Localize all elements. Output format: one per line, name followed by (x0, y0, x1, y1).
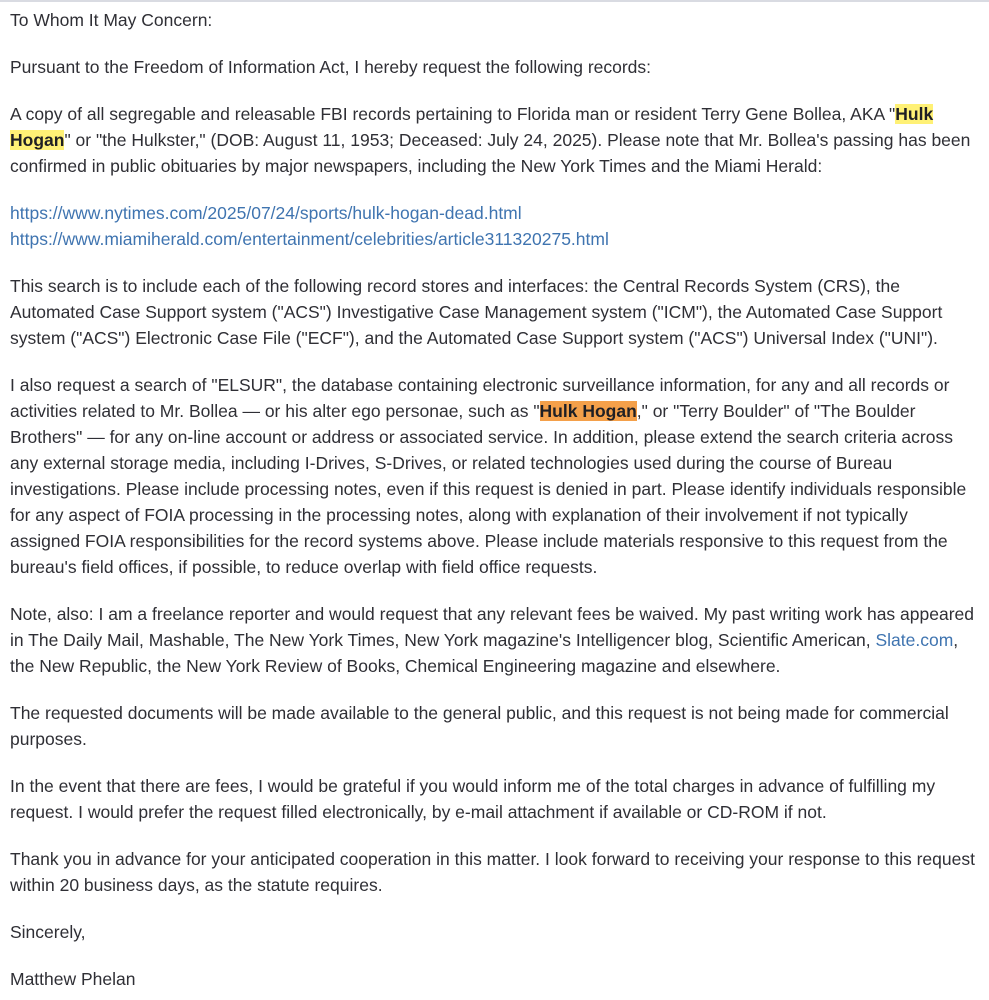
subject-text-before: A copy of all segregable and releasable FBI records pertaining to Florida man or resident Terry Gene Bollea, AKA " (10, 104, 896, 124)
intro-paragraph: Pursuant to the Freedom of Information Act, I hereby request the following records: (10, 57, 652, 77)
nytimes-obituary-link[interactable]: https://www.nytimes.com/2025/07/24/sports/hulk-hogan-dead.html (10, 203, 522, 223)
fee-waiver-text-before: Note, also: I am a freelance reporter and would request that any relevant fees be waived. My past writing work has appeared in The Daily Mail, Mashable, The New York Times, New York magazine's Intelligencer blog, Scientific American, (10, 604, 974, 650)
slate-link[interactable]: Slate.com (875, 630, 954, 650)
fee-waiver-text-after: , the New Republic, the New York Review of Books, Chemical Engineering magazine and elsewhere. (10, 630, 959, 676)
elsur-text-after: ," or "Terry Boulder" of "The Boulder Brothers" — for any on-line account or address or associated service. In addition, please extend the search criteria across any external storage media, including I-Drives, S-Drives, or related technologies used during the course of Bureau investigations. Please include processing notes, even if this request is denied in part. Please identify individuals responsible for any aspect of FOIA processing in the processing notes, along with explanation of their involvement if not typically assigned FOIA responsibilities for the record systems above. Please include materials responsive to this request from the bureau's field offices, if possible, to reduce overlap with field office requests. (10, 401, 967, 577)
closing: Sincerely, (10, 922, 86, 942)
subject-text-after: " or "the Hulkster," (DOB: August 11, 1953; Deceased: July 24, 2025). Please note that Mr. Bollea's passing has been confirmed in public obituaries by major newspapers, including the New York Times and the Miami Herald: (10, 130, 971, 176)
fee-waiver-paragraph (10, 601, 980, 679)
search-scope-paragraph: This search is to include each of the following record stores and interfaces: the Central Records System (CRS), the Automated Case Support system ("ACS") Investigative Case Management system ("ICM"), the Automated Case Support system ("ACS") Electronic Case File ("ECF"), and the Automated Case Support system ("ACS") Universal Index ("UNI"). (10, 276, 943, 348)
highlight-hulk-hogan-orange: Hulk Hogan (539, 401, 637, 421)
public-availability-paragraph: The requested documents will be made available to the general public, and this request is not being made for commercial purposes. (10, 703, 949, 749)
thanks-paragraph: Thank you in advance for your anticipated cooperation in this matter. I look forward to receiving your response to this request within 20 business days, as the statute requires. (10, 849, 975, 895)
miamiherald-obituary-link[interactable]: https://www.miamiherald.com/entertainment/celebrities/article311320275.html (10, 229, 609, 249)
highlight-hulk-hogan-yellow: Hulk Hogan (10, 104, 934, 150)
subject-paragraph (10, 101, 980, 179)
foia-request-letter (0, 2, 989, 992)
signature: Matthew Phelan (10, 969, 136, 989)
salutation: To Whom It May Concern: (10, 10, 213, 30)
elsur-paragraph (10, 372, 980, 580)
elsur-text-before: I also request a search of "ELSUR", the database containing electronic surveillance information, for any and all records or activities related to Mr. Bollea — or his alter ego personae, such as " (10, 375, 950, 421)
fees-event-paragraph: In the event that there are fees, I would be grateful if you would inform me of the total charges in advance of fulfilling my request. I would prefer the request filled electronically, by e-mail attachment if available or CD-ROM if not. (10, 776, 936, 822)
obituary-links (10, 200, 980, 252)
